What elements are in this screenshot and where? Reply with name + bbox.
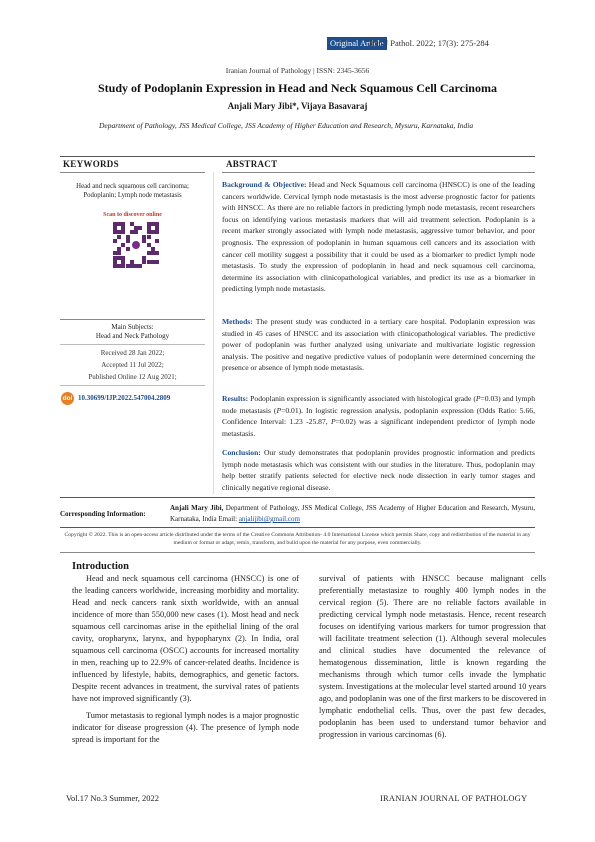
body-column-left	[72, 573, 299, 746]
methods-label: Methods:	[222, 317, 253, 326]
qr-module	[117, 235, 121, 239]
intro-paragraph: survival of patients with HNSCC because malignant cells preferentially metastasize to roughly 400 lymph nodes in the cervical region (5). There are no reliable factors available in predicting cervical lymph node metastasis. Hence, recent research focuses on identifying various markers for tumor progression that will facilitate treatment selection (1). Although several molecules and clinical studies have documented the relevance of hematogenous dissemination, little is known regarding the mechanisms through which tumor cells invade the lymphatic system. Investigations at the molecular level started around 10 years ago, and podoplanin was one of the first markers to be discovered in lymphatic endothelial cells. Thus, over the past few decades, podoplanin has been used to understand tumor behavior and progression in various carcinomas (6).	[319, 574, 546, 739]
results-p-symbol: P	[276, 405, 282, 415]
intro-paragraph: Head and neck squamous cell carcinoma (HNSCC) is one of the leading cancers worldwide, increasing morbidity and mortality. Head and neck cancers rank sixth worldwide, with an annual incidence of more than 550,000 new cases (1). Most head and neck squamous cell carcinomas arise in the epithelial lining of the oral cavity, oropharynx, larynx, and hypopharynx (2). In India, oral squamous cell carcinoma (OSCC) accounts for increased mortality in men, reaching up to 22.9% of cancer-related deaths. Incidence is influenced by lifestyle, habits, demographics, and genetic factors. Despite recent advances in treatment, the survival rates of patients have not improved significantly (3).	[72, 574, 299, 703]
column-divider	[213, 172, 214, 494]
corresponding-bottom-rule	[60, 527, 535, 528]
article-type-badge: Original Article	[327, 37, 387, 50]
qr-module	[155, 251, 159, 255]
methods-text: The present study was conducted in a tertiary care hospital. Podoplanin expression was studied in 45 cases of HNSCC and its association with clinicopathological variables. The predictive power of podoplanin was further analyzed using univariate and multivariate logistic regression analysis. The positive and negative predictive values of podoplanin were determined concerning the presence or absence of lymph node metastasis.	[222, 317, 536, 373]
intro-paragraph: Tumor metastasis to regional lymph nodes is a major prognostic indicator for disease progression (4). The presence of lymph node spread is important for the	[72, 711, 299, 744]
qr-code-icon[interactable]	[113, 222, 159, 268]
qr-logo-icon	[130, 239, 142, 251]
copyright-notice: Copyright © 2022. This is an open-access article distributed under the terms of the Creative Commons Attribution- 4.0 International License which permits Share, copy and redistribution of the material in any medium or format or adapt, remix, transform, and build upon the material for any purpose, even commercially.	[64, 532, 531, 547]
background-text: Head and Neck Squamous cell carcinoma (HNSCC) is one of the leading cancers worldwide. Cervical lymph node metastasis is the most adverse prognostic factor for patients with HNSCC. As there are no reliable factors in predicting lymph node metastasis, recent researchers focus on identifying various metastasis markers that will aid treatment selection. Podoplanin is a recent marker strongly associated with lymph node metastasis, aggressive tumor behavior, and poor prognosis. The expression of podoplanin in human squamous cell cancers and its association with cancer cell motility suggest a possibility that it could be used as a biomarker to predict lymph node metastasis. To study the expression of podoplanin in head and neck squamous cell carcinoma, determine its association with clinicopathological variables, and predict its use as a biomarker in predicting lymph node metastasis.	[222, 180, 535, 294]
abstract-background	[222, 179, 535, 295]
corresponding-name: Anjali Mary Jibi,	[170, 504, 224, 512]
section-top-rule	[60, 156, 535, 157]
main-subjects-value: Head and Neck Pathology	[95, 332, 170, 340]
qr-module	[138, 226, 142, 230]
corresponding-details: Department of Pathology, JSS Medical College, JSS Academy of Higher Education and Research, Mysuru, Karnataka, India Email:	[170, 504, 535, 523]
abstract-conclusion	[222, 447, 535, 493]
doi-rule	[60, 385, 205, 386]
qr-module	[117, 251, 121, 255]
author-list: Anjali Mary Jibi*, Vijaya Basavaraj	[227, 101, 368, 111]
conclusion-label: Conclusion:	[222, 448, 261, 457]
main-subjects	[60, 323, 205, 341]
doi-link[interactable]: 10.30699/IJP.2022.547004.2809	[78, 394, 171, 402]
qr-module	[113, 239, 117, 243]
results-p-symbol: P	[475, 394, 481, 403]
body-column-right	[319, 573, 546, 741]
qr-module	[134, 230, 138, 234]
results-text-c: =0.01). In logistic regression analysis, podoplanin expression (Odds Ratio: 5.66, Confidence Interval: 1.23 -25.87,	[222, 405, 535, 427]
received-date: Received 28 Jan 2022;	[100, 349, 165, 357]
results-label: Results:	[222, 394, 249, 403]
qr-module	[147, 235, 151, 239]
published-date: Published Online 12 Aug 2021;	[88, 373, 177, 381]
abstract-heading-rule	[222, 172, 535, 173]
qr-module	[138, 264, 142, 268]
qr-module	[126, 247, 130, 251]
journal-citation: Iran J Pathol. 2022; 17(3): 275-284	[369, 38, 489, 48]
accepted-date: Accepted 11 Jul 2022;	[101, 361, 164, 369]
qr-module	[155, 230, 159, 234]
footer-volume: Vol.17 No.3 Summer, 2022	[66, 793, 160, 803]
keywords-heading-rule	[60, 172, 205, 173]
copyright-rule	[60, 552, 535, 553]
keywords-heading: KEYWORDS	[63, 159, 119, 169]
abstract-heading: ABSTRACT	[226, 159, 278, 169]
keywords-text: Head and neck squamous cell carcinoma; Podoplanin; Lymph node metastasis	[76, 183, 189, 199]
results-p-symbol: P	[331, 417, 336, 427]
subjects-rule	[60, 319, 205, 320]
qr-logo-mark	[132, 241, 140, 249]
results-text-b: =0.03) and lymph node metastasis (	[222, 394, 535, 415]
results-text-a: Podoplanin expression is significantly associated with histological grade (	[250, 394, 476, 403]
corresponding-label: Corresponding Information:	[60, 510, 146, 518]
article-title: Study of Podoplanin Expression in Head and Neck Squamous Cell Carcinoma	[98, 81, 497, 95]
corresponding-info	[170, 503, 535, 525]
email-link[interactable]: anjalijibi@gmail.com	[238, 515, 300, 523]
footer-journal: IRANIAN JOURNAL OF PATHOLOGY	[380, 793, 528, 803]
abstract-results	[222, 393, 535, 439]
corresponding-top-rule	[60, 497, 535, 498]
introduction-heading: Introduction	[72, 561, 129, 572]
affiliation: Department of Pathology, JSS Medical College, JSS Academy of Higher Education and Research, Mysuru, Karnataka, India	[99, 121, 474, 130]
background-label: Background & Objective:	[222, 180, 307, 189]
journal-issn-line: Iranian Journal of Pathology | ISSN: 2345-3656	[225, 66, 370, 75]
scan-label: Scan to discover online	[103, 212, 162, 218]
doi-icon: doi	[61, 392, 74, 405]
results-text-d: =0.02) was a significant independent predictor of lymph node metastasis.	[222, 417, 536, 438]
qr-module	[155, 260, 159, 264]
dates-rule	[60, 344, 205, 345]
conclusion-text: Our study demonstrates that podoplanin provides prognostic information and predicts lymph node metastasis which was consistent with our studies in the literature. Thus, podoplanin may help better stratify patients selected for elective neck node dissection in early tumor stages and clinically negative regional disease.	[222, 448, 535, 492]
qr-module	[126, 239, 130, 243]
qr-module	[155, 239, 159, 243]
main-subjects-label: Main Subjects:	[111, 323, 154, 331]
abstract-methods	[222, 316, 535, 374]
